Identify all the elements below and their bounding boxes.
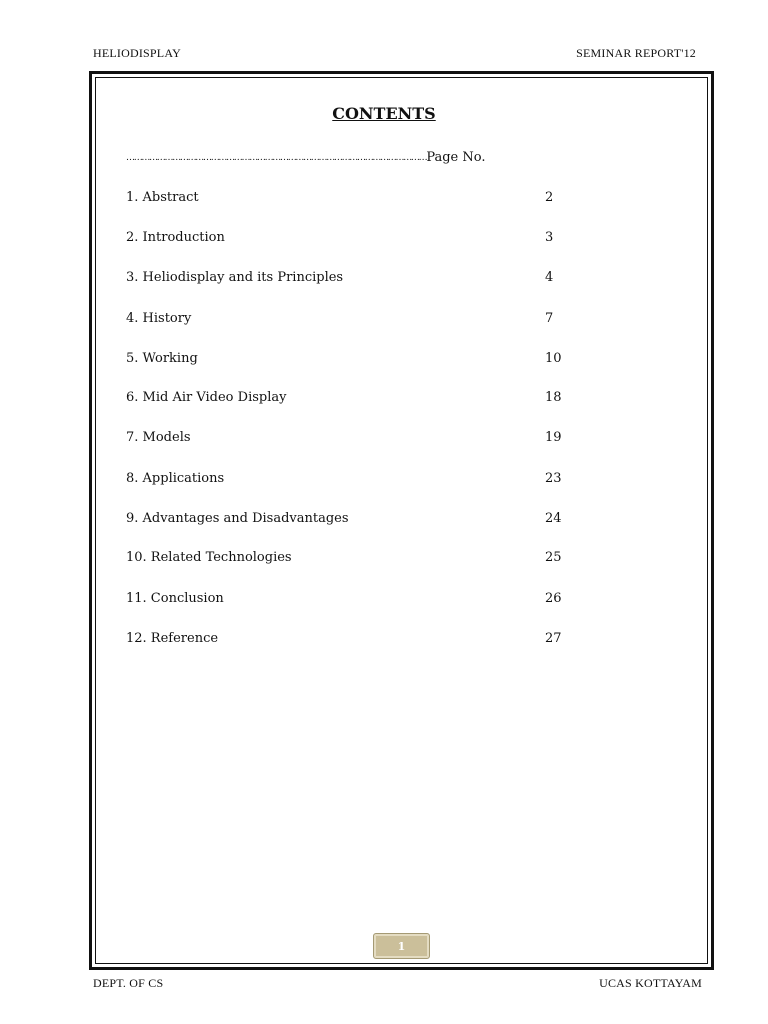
toc-entry-label: 9. Advantages and Disadvantages [126, 511, 349, 526]
toc-entry-page: 23 [545, 471, 562, 486]
contents-heading: CONTENTS [332, 104, 436, 123]
page-no-header [126, 150, 485, 165]
toc-entry-label: 4. History [126, 311, 192, 326]
toc-entry-page: 3 [545, 230, 554, 245]
toc-entry-label: 2. Introduction [126, 230, 225, 245]
toc-entry-page: 2 [545, 190, 554, 205]
toc-entry-page: 4 [545, 270, 554, 285]
page-no-label: Page No. [426, 150, 486, 165]
toc-entry-label: 8. Applications [126, 471, 225, 486]
toc-entry-label: 10. Related Technologies [126, 550, 292, 565]
running-footer-dept: DEPT. OF CS [93, 976, 164, 990]
toc-entry-page: 24 [545, 511, 562, 526]
running-footer-college: UCAS KOTTAYAM [599, 976, 702, 990]
toc-entry-page: 26 [545, 591, 562, 606]
toc-entry-label: 12. Reference [126, 631, 219, 646]
toc-entry-label: 6. Mid Air Video Display [126, 390, 287, 405]
toc-entry-label: 3. Heliodisplay and its Principles [126, 270, 344, 285]
toc-entry-page: 18 [545, 390, 562, 405]
running-header-title: HELIODISPLAY [93, 46, 181, 60]
toc-entry-label: 11. Conclusion [126, 591, 224, 606]
toc-entry-label: 1. Abstract [126, 190, 199, 205]
toc-entry-page: 7 [545, 311, 554, 326]
page-number-badge: 1 [373, 933, 430, 959]
toc-entry-label: 5. Working [126, 351, 198, 366]
running-header-report: SEMINAR REPORT'12 [576, 46, 696, 60]
toc-entry-label: 7. Models [126, 430, 191, 445]
toc-entry-page: 25 [545, 550, 562, 565]
toc-entry-page: 10 [545, 351, 562, 366]
dot-leader: ……………………………………………………………………………………………………… [126, 153, 427, 163]
toc-entry-page: 27 [545, 631, 562, 646]
toc-entry-page: 19 [545, 430, 562, 445]
